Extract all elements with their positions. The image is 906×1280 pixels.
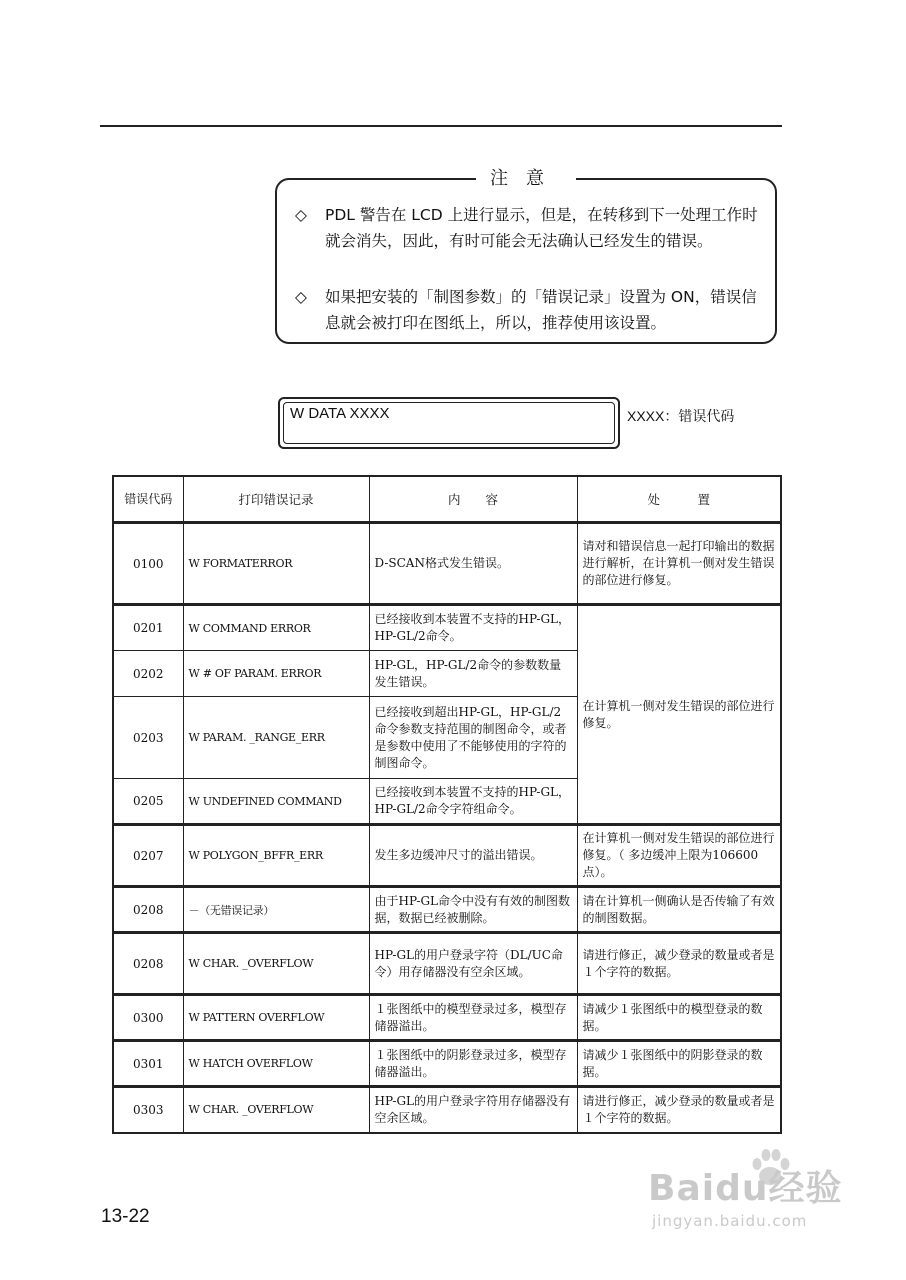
- notice-title: 注意: [277, 164, 775, 190]
- header-record: 打印错误记录: [183, 476, 369, 523]
- page-number: 13-22: [101, 1206, 150, 1227]
- lcd-display: [278, 397, 620, 449]
- table-row: 0201 W COMMAND ERROR 已经接收到本装置不支持的HP-GL，HP-GL/2命令。 在计算机一侧对发生错误的部位进行修复。: [113, 605, 781, 651]
- lcd-note: XXXX：错误代码: [627, 408, 735, 424]
- header-code: 错误代码: [113, 476, 183, 523]
- notice-item: ◇ 如果把安装的「制图参数」的「错误记录」设置为 ON，错误信息就会被打印在图纸上，所以，推荐使用该设置。: [295, 284, 763, 336]
- header-content: 内 容: [369, 476, 577, 523]
- watermark-url: jingyan.baidu.com: [652, 1212, 808, 1230]
- table-row: 0203 W PARAM. _RANGE_ERR 已经接收到超出HP-GL，HP-GL/2命令参数支持范围的制图命令，或者是参数中使用了不能够使用的字符的制图命令。: [113, 697, 781, 779]
- watermark-logo: Baidu经验: [648, 1168, 843, 1209]
- table-row: 0100 W FORMATERROR D-SCAN格式发生错误。 请对和错误信息一起打印输出的数据进行解析，在计算机一侧对发生错误的部位进行修复。: [113, 523, 781, 605]
- table-row: 0207 W POLYGON_BFFR_ERR 发生多边缓冲尺寸的溢出错误。 在计算机一侧对发生错误的部位进行修复。（ 多边缓冲上限为106600点）。: [113, 825, 781, 887]
- notice-item: ◇ PDL 警告在 LCD 上进行显示，但是，在转移到下一处理工作时就会消失，因此，有时可能会无法确认已经发生的错误。: [295, 202, 763, 254]
- table-row: 0202 W # OF PARAM. ERROR HP-GL，HP-GL/2命令的参数数量发生错误。: [113, 651, 781, 697]
- notice-box: [275, 168, 777, 344]
- diamond-bullet-icon: ◇: [295, 206, 307, 224]
- header-action: 处 置: [577, 476, 781, 523]
- table-row: 0301 W HATCH OVERFLOW １张图纸中的阴影登录过多，模型存储器溢出。 请减少１张图纸中的阴影登录的数据。: [113, 1041, 781, 1087]
- lcd-text: W DATA XXXX: [290, 405, 390, 422]
- table-row: 0208 W CHAR. _OVERFLOW HP-GL的用户登录字符（DL/UC命令）用存储器没有空余区域。 请进行修正，减少登录的数量或者是１个字符的数据。: [113, 933, 781, 995]
- table-row: 0205 W UNDEFINED COMMAND 已经接收到本装置不支持的HP-GL，HP-GL/2命令字符组命令。: [113, 779, 781, 825]
- error-table: [112, 475, 782, 1134]
- table-row: 0300 W PATTERN OVERFLOW １张图纸中的模型登录过多，模型存储器溢出。 请减少１张图纸中的模型登录的数据。: [113, 995, 781, 1041]
- diamond-bullet-icon: ◇: [295, 288, 307, 306]
- table-header-row: [113, 476, 781, 523]
- watermark: [648, 1150, 858, 1240]
- top-rule: [100, 125, 782, 127]
- table-row: 0208 －（无错误记录） 由于HP-GL命令中没有有效的制图数据，数据已经被删除。 请在计算机一侧确认是否传输了有效的制图数据。: [113, 887, 781, 933]
- table-row: 0303 W CHAR. _OVERFLOW HP-GL的用户登录字符用存储器没有空余区域。 请进行修正，减少登录的数量或者是１个字符的数据。: [113, 1087, 781, 1133]
